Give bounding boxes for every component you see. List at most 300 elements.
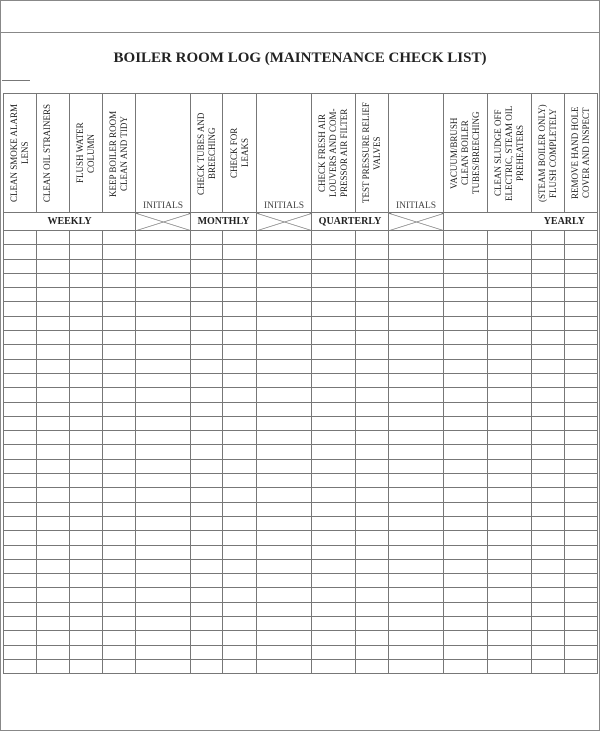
log-cell[interactable]: [4, 445, 37, 459]
log-cell[interactable]: [532, 273, 565, 287]
log-cell[interactable]: [37, 231, 70, 245]
log-cell[interactable]: [70, 273, 103, 287]
log-cell[interactable]: [4, 459, 37, 473]
log-cell[interactable]: [356, 502, 389, 516]
log-cell[interactable]: [532, 602, 565, 616]
log-cell[interactable]: [103, 345, 136, 359]
log-cell[interactable]: [191, 345, 223, 359]
log-cell[interactable]: [191, 574, 223, 588]
log-cell[interactable]: [4, 645, 37, 659]
log-cell[interactable]: [444, 316, 488, 330]
log-cell[interactable]: [356, 273, 389, 287]
log-cell[interactable]: [136, 659, 191, 673]
log-cell[interactable]: [70, 231, 103, 245]
log-cell[interactable]: [444, 488, 488, 502]
log-cell[interactable]: [444, 288, 488, 302]
log-cell[interactable]: [223, 331, 257, 345]
log-cell[interactable]: [257, 431, 312, 445]
log-cell[interactable]: [488, 631, 532, 645]
log-cell[interactable]: [257, 373, 312, 387]
log-cell[interactable]: [70, 259, 103, 273]
log-cell[interactable]: [136, 345, 191, 359]
log-cell[interactable]: [565, 245, 598, 259]
log-cell[interactable]: [70, 502, 103, 516]
log-cell[interactable]: [4, 474, 37, 488]
log-cell[interactable]: [532, 416, 565, 430]
log-cell[interactable]: [389, 488, 444, 502]
log-cell[interactable]: [312, 445, 356, 459]
log-cell[interactable]: [389, 331, 444, 345]
log-cell[interactable]: [389, 516, 444, 530]
log-cell[interactable]: [223, 602, 257, 616]
log-cell[interactable]: [223, 474, 257, 488]
log-cell[interactable]: [312, 345, 356, 359]
log-cell[interactable]: [565, 288, 598, 302]
log-cell[interactable]: [37, 588, 70, 602]
log-cell[interactable]: [103, 231, 136, 245]
log-cell[interactable]: [223, 373, 257, 387]
log-cell[interactable]: [532, 288, 565, 302]
log-cell[interactable]: [389, 545, 444, 559]
log-cell[interactable]: [532, 545, 565, 559]
log-cell[interactable]: [191, 659, 223, 673]
log-cell[interactable]: [389, 502, 444, 516]
log-cell[interactable]: [4, 574, 37, 588]
log-cell[interactable]: [532, 488, 565, 502]
log-cell[interactable]: [389, 631, 444, 645]
log-cell[interactable]: [223, 588, 257, 602]
log-cell[interactable]: [488, 231, 532, 245]
log-cell[interactable]: [103, 545, 136, 559]
log-cell[interactable]: [257, 559, 312, 573]
log-cell[interactable]: [257, 631, 312, 645]
log-cell[interactable]: [312, 617, 356, 631]
log-cell[interactable]: [488, 388, 532, 402]
log-cell[interactable]: [103, 316, 136, 330]
log-cell[interactable]: [70, 574, 103, 588]
log-cell[interactable]: [444, 359, 488, 373]
log-cell[interactable]: [103, 373, 136, 387]
log-cell[interactable]: [444, 273, 488, 287]
log-cell[interactable]: [4, 259, 37, 273]
log-cell[interactable]: [191, 602, 223, 616]
log-cell[interactable]: [444, 445, 488, 459]
log-cell[interactable]: [532, 431, 565, 445]
log-cell[interactable]: [444, 631, 488, 645]
log-cell[interactable]: [223, 231, 257, 245]
log-cell[interactable]: [444, 602, 488, 616]
log-cell[interactable]: [191, 288, 223, 302]
log-cell[interactable]: [389, 659, 444, 673]
log-cell[interactable]: [389, 359, 444, 373]
log-cell[interactable]: [37, 288, 70, 302]
log-cell[interactable]: [70, 602, 103, 616]
log-cell[interactable]: [488, 445, 532, 459]
log-cell[interactable]: [444, 259, 488, 273]
log-cell[interactable]: [4, 431, 37, 445]
log-cell[interactable]: [444, 331, 488, 345]
log-cell[interactable]: [103, 474, 136, 488]
log-cell[interactable]: [4, 316, 37, 330]
log-cell[interactable]: [136, 273, 191, 287]
log-cell[interactable]: [356, 345, 389, 359]
log-cell[interactable]: [312, 574, 356, 588]
log-cell[interactable]: [356, 631, 389, 645]
log-cell[interactable]: [223, 402, 257, 416]
log-cell[interactable]: [389, 431, 444, 445]
log-cell[interactable]: [389, 474, 444, 488]
log-cell[interactable]: [312, 631, 356, 645]
log-cell[interactable]: [532, 302, 565, 316]
log-cell[interactable]: [532, 617, 565, 631]
log-cell[interactable]: [532, 345, 565, 359]
log-cell[interactable]: [37, 531, 70, 545]
log-cell[interactable]: [223, 631, 257, 645]
log-cell[interactable]: [488, 545, 532, 559]
log-cell[interactable]: [565, 617, 598, 631]
log-cell[interactable]: [257, 516, 312, 530]
log-cell[interactable]: [70, 459, 103, 473]
log-cell[interactable]: [37, 259, 70, 273]
log-cell[interactable]: [389, 402, 444, 416]
log-cell[interactable]: [223, 488, 257, 502]
log-cell[interactable]: [191, 359, 223, 373]
log-cell[interactable]: [103, 288, 136, 302]
log-cell[interactable]: [70, 302, 103, 316]
log-cell[interactable]: [191, 373, 223, 387]
log-cell[interactable]: [37, 502, 70, 516]
log-cell[interactable]: [356, 645, 389, 659]
log-cell[interactable]: [565, 459, 598, 473]
log-cell[interactable]: [70, 531, 103, 545]
log-cell[interactable]: [389, 559, 444, 573]
log-cell[interactable]: [37, 617, 70, 631]
log-cell[interactable]: [4, 331, 37, 345]
log-cell[interactable]: [191, 245, 223, 259]
log-cell[interactable]: [4, 302, 37, 316]
log-cell[interactable]: [488, 617, 532, 631]
log-cell[interactable]: [191, 445, 223, 459]
log-cell[interactable]: [356, 531, 389, 545]
log-cell[interactable]: [389, 345, 444, 359]
log-cell[interactable]: [488, 288, 532, 302]
log-cell[interactable]: [136, 302, 191, 316]
log-cell[interactable]: [565, 574, 598, 588]
log-cell[interactable]: [223, 245, 257, 259]
log-cell[interactable]: [488, 574, 532, 588]
log-cell[interactable]: [389, 273, 444, 287]
log-cell[interactable]: [356, 459, 389, 473]
log-cell[interactable]: [444, 617, 488, 631]
log-cell[interactable]: [532, 631, 565, 645]
log-cell[interactable]: [223, 516, 257, 530]
log-cell[interactable]: [4, 588, 37, 602]
log-cell[interactable]: [223, 345, 257, 359]
log-cell[interactable]: [532, 502, 565, 516]
log-cell[interactable]: [444, 474, 488, 488]
log-cell[interactable]: [257, 245, 312, 259]
log-cell[interactable]: [565, 602, 598, 616]
log-cell[interactable]: [389, 231, 444, 245]
log-cell[interactable]: [312, 373, 356, 387]
log-cell[interactable]: [312, 388, 356, 402]
log-cell[interactable]: [389, 531, 444, 545]
log-cell[interactable]: [191, 388, 223, 402]
log-cell[interactable]: [4, 245, 37, 259]
log-cell[interactable]: [223, 431, 257, 445]
log-cell[interactable]: [312, 488, 356, 502]
log-cell[interactable]: [103, 488, 136, 502]
log-cell[interactable]: [488, 316, 532, 330]
log-cell[interactable]: [312, 316, 356, 330]
log-cell[interactable]: [70, 359, 103, 373]
log-cell[interactable]: [70, 559, 103, 573]
log-cell[interactable]: [532, 388, 565, 402]
log-cell[interactable]: [312, 416, 356, 430]
log-cell[interactable]: [37, 416, 70, 430]
log-cell[interactable]: [356, 588, 389, 602]
log-cell[interactable]: [191, 231, 223, 245]
log-cell[interactable]: [191, 316, 223, 330]
log-cell[interactable]: [223, 645, 257, 659]
log-cell[interactable]: [389, 302, 444, 316]
log-cell[interactable]: [312, 359, 356, 373]
log-cell[interactable]: [356, 402, 389, 416]
log-cell[interactable]: [565, 373, 598, 387]
log-cell[interactable]: [136, 288, 191, 302]
log-cell[interactable]: [223, 617, 257, 631]
log-cell[interactable]: [4, 559, 37, 573]
log-cell[interactable]: [488, 359, 532, 373]
log-cell[interactable]: [488, 502, 532, 516]
log-cell[interactable]: [488, 659, 532, 673]
log-cell[interactable]: [257, 345, 312, 359]
log-cell[interactable]: [136, 502, 191, 516]
log-cell[interactable]: [4, 273, 37, 287]
log-cell[interactable]: [103, 659, 136, 673]
log-cell[interactable]: [389, 259, 444, 273]
log-cell[interactable]: [257, 488, 312, 502]
log-cell[interactable]: [4, 373, 37, 387]
log-cell[interactable]: [257, 531, 312, 545]
log-cell[interactable]: [356, 302, 389, 316]
log-cell[interactable]: [488, 402, 532, 416]
log-cell[interactable]: [103, 388, 136, 402]
log-cell[interactable]: [488, 345, 532, 359]
log-cell[interactable]: [356, 488, 389, 502]
log-cell[interactable]: [356, 559, 389, 573]
log-cell[interactable]: [532, 574, 565, 588]
log-cell[interactable]: [191, 474, 223, 488]
log-cell[interactable]: [191, 416, 223, 430]
log-cell[interactable]: [103, 531, 136, 545]
log-cell[interactable]: [37, 402, 70, 416]
log-cell[interactable]: [444, 231, 488, 245]
log-cell[interactable]: [103, 559, 136, 573]
log-cell[interactable]: [356, 359, 389, 373]
log-cell[interactable]: [257, 302, 312, 316]
log-cell[interactable]: [444, 416, 488, 430]
log-cell[interactable]: [70, 445, 103, 459]
log-cell[interactable]: [37, 545, 70, 559]
log-cell[interactable]: [37, 445, 70, 459]
log-cell[interactable]: [37, 245, 70, 259]
log-cell[interactable]: [191, 645, 223, 659]
log-cell[interactable]: [356, 659, 389, 673]
log-cell[interactable]: [312, 531, 356, 545]
log-cell[interactable]: [488, 488, 532, 502]
log-cell[interactable]: [223, 531, 257, 545]
log-cell[interactable]: [257, 602, 312, 616]
log-cell[interactable]: [532, 516, 565, 530]
log-cell[interactable]: [70, 373, 103, 387]
log-cell[interactable]: [37, 302, 70, 316]
log-cell[interactable]: [257, 588, 312, 602]
log-cell[interactable]: [136, 574, 191, 588]
log-cell[interactable]: [223, 459, 257, 473]
log-cell[interactable]: [257, 502, 312, 516]
log-cell[interactable]: [70, 631, 103, 645]
log-cell[interactable]: [257, 402, 312, 416]
log-cell[interactable]: [136, 373, 191, 387]
log-cell[interactable]: [4, 231, 37, 245]
log-cell[interactable]: [223, 288, 257, 302]
log-cell[interactable]: [136, 488, 191, 502]
log-cell[interactable]: [191, 431, 223, 445]
log-cell[interactable]: [103, 445, 136, 459]
log-cell[interactable]: [223, 502, 257, 516]
log-cell[interactable]: [356, 516, 389, 530]
log-cell[interactable]: [136, 416, 191, 430]
log-cell[interactable]: [70, 402, 103, 416]
log-cell[interactable]: [70, 617, 103, 631]
log-cell[interactable]: [312, 559, 356, 573]
log-cell[interactable]: [257, 259, 312, 273]
log-cell[interactable]: [103, 645, 136, 659]
log-cell[interactable]: [4, 288, 37, 302]
log-cell[interactable]: [103, 302, 136, 316]
log-cell[interactable]: [565, 445, 598, 459]
log-cell[interactable]: [70, 545, 103, 559]
log-cell[interactable]: [70, 388, 103, 402]
log-cell[interactable]: [191, 273, 223, 287]
log-cell[interactable]: [356, 373, 389, 387]
log-cell[interactable]: [37, 574, 70, 588]
log-cell[interactable]: [532, 659, 565, 673]
log-cell[interactable]: [103, 402, 136, 416]
log-cell[interactable]: [37, 359, 70, 373]
log-cell[interactable]: [70, 488, 103, 502]
log-cell[interactable]: [223, 388, 257, 402]
log-cell[interactable]: [444, 659, 488, 673]
log-cell[interactable]: [389, 588, 444, 602]
log-cell[interactable]: [257, 388, 312, 402]
log-cell[interactable]: [4, 531, 37, 545]
log-cell[interactable]: [136, 445, 191, 459]
log-cell[interactable]: [532, 402, 565, 416]
log-cell[interactable]: [37, 631, 70, 645]
log-cell[interactable]: [257, 331, 312, 345]
log-cell[interactable]: [37, 516, 70, 530]
log-cell[interactable]: [136, 531, 191, 545]
log-cell[interactable]: [565, 273, 598, 287]
log-cell[interactable]: [389, 445, 444, 459]
log-cell[interactable]: [565, 545, 598, 559]
log-cell[interactable]: [565, 345, 598, 359]
log-cell[interactable]: [532, 588, 565, 602]
log-cell[interactable]: [37, 273, 70, 287]
log-cell[interactable]: [444, 431, 488, 445]
log-cell[interactable]: [70, 316, 103, 330]
log-cell[interactable]: [356, 316, 389, 330]
log-cell[interactable]: [565, 531, 598, 545]
log-cell[interactable]: [444, 531, 488, 545]
log-cell[interactable]: [312, 459, 356, 473]
log-cell[interactable]: [257, 273, 312, 287]
log-cell[interactable]: [223, 574, 257, 588]
log-cell[interactable]: [389, 388, 444, 402]
log-cell[interactable]: [70, 431, 103, 445]
log-cell[interactable]: [444, 574, 488, 588]
log-cell[interactable]: [532, 331, 565, 345]
log-cell[interactable]: [136, 516, 191, 530]
log-cell[interactable]: [444, 345, 488, 359]
log-cell[interactable]: [312, 288, 356, 302]
log-cell[interactable]: [488, 516, 532, 530]
log-cell[interactable]: [532, 459, 565, 473]
log-cell[interactable]: [37, 316, 70, 330]
log-cell[interactable]: [136, 588, 191, 602]
log-cell[interactable]: [488, 431, 532, 445]
log-cell[interactable]: [37, 331, 70, 345]
log-cell[interactable]: [4, 631, 37, 645]
log-cell[interactable]: [136, 431, 191, 445]
log-cell[interactable]: [257, 416, 312, 430]
log-cell[interactable]: [488, 474, 532, 488]
log-cell[interactable]: [389, 602, 444, 616]
log-cell[interactable]: [312, 645, 356, 659]
log-cell[interactable]: [4, 516, 37, 530]
log-cell[interactable]: [565, 488, 598, 502]
log-cell[interactable]: [257, 359, 312, 373]
log-cell[interactable]: [488, 259, 532, 273]
log-cell[interactable]: [4, 416, 37, 430]
log-cell[interactable]: [444, 645, 488, 659]
log-cell[interactable]: [488, 645, 532, 659]
log-cell[interactable]: [70, 288, 103, 302]
log-cell[interactable]: [223, 273, 257, 287]
log-cell[interactable]: [532, 645, 565, 659]
log-cell[interactable]: [257, 445, 312, 459]
log-cell[interactable]: [70, 416, 103, 430]
log-cell[interactable]: [532, 231, 565, 245]
log-cell[interactable]: [565, 402, 598, 416]
log-cell[interactable]: [312, 545, 356, 559]
log-cell[interactable]: [103, 331, 136, 345]
log-cell[interactable]: [37, 645, 70, 659]
log-cell[interactable]: [223, 316, 257, 330]
log-cell[interactable]: [103, 245, 136, 259]
log-cell[interactable]: [312, 588, 356, 602]
log-cell[interactable]: [488, 602, 532, 616]
log-cell[interactable]: [191, 559, 223, 573]
log-cell[interactable]: [257, 617, 312, 631]
log-cell[interactable]: [257, 474, 312, 488]
log-cell[interactable]: [312, 516, 356, 530]
log-cell[interactable]: [4, 659, 37, 673]
log-cell[interactable]: [312, 402, 356, 416]
log-cell[interactable]: [565, 645, 598, 659]
